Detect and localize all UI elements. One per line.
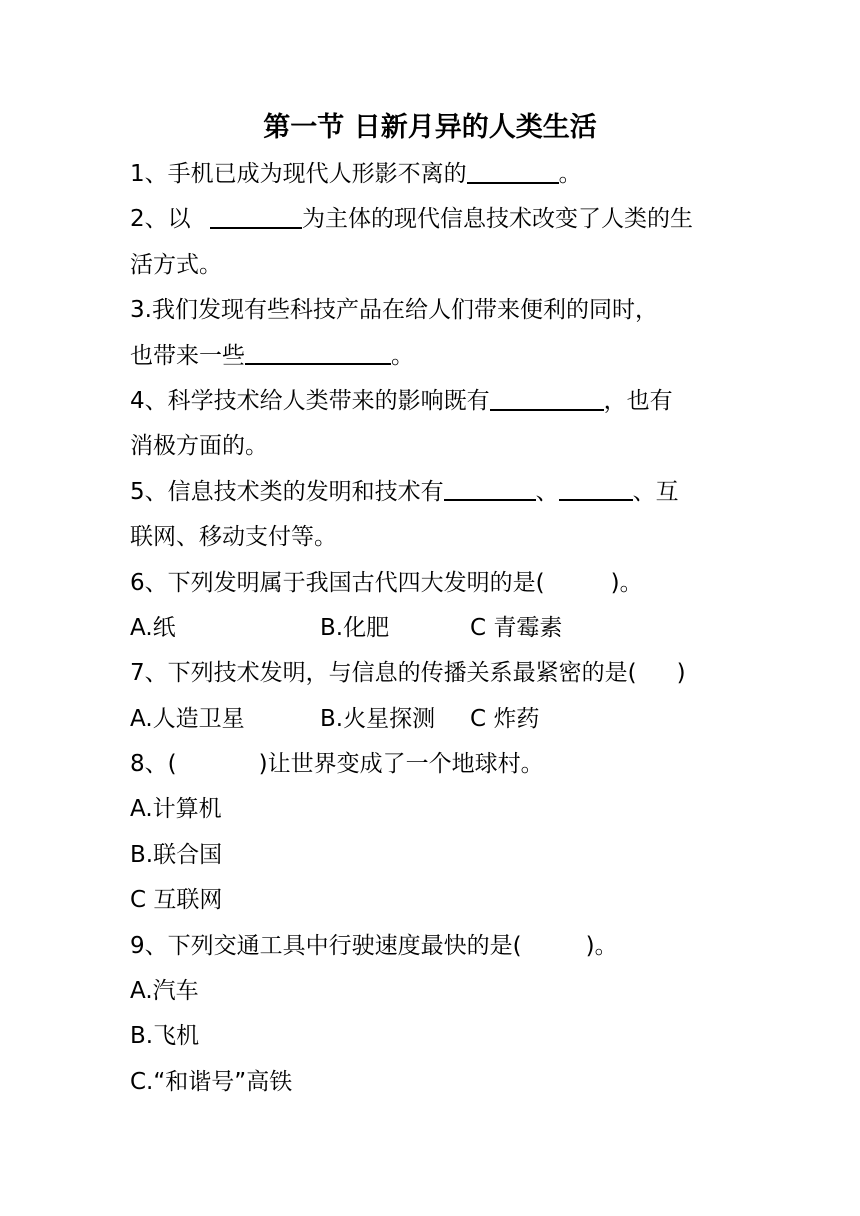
question-8 <box>130 742 740 787</box>
answer-blank[interactable] <box>444 476 536 501</box>
question-5 <box>130 470 740 515</box>
question-text: 7、下列技术发明，与信息的传播关系最紧密的是( <box>130 660 637 687</box>
page-title: 第一节 日新月异的人类生活 <box>263 112 597 143</box>
question-text: 活方式。 <box>130 251 222 278</box>
question-5-continued <box>130 515 740 560</box>
option-b[interactable]: B.联合国 <box>130 841 223 868</box>
question-text: ，也有 <box>603 387 673 414</box>
question-text: 、 <box>535 478 559 505</box>
question-text: )。 <box>585 932 618 959</box>
question-text: 9、下列交通工具中行驶速度最快的是( <box>130 932 522 959</box>
question-list <box>130 152 740 1105</box>
option-a[interactable]: A.汽车 <box>130 978 199 1005</box>
option-a[interactable]: A.人造卫星 <box>130 705 245 732</box>
question-text: 、互 <box>632 478 679 505</box>
question-3 <box>130 288 740 333</box>
option-a[interactable]: A.计算机 <box>130 796 222 823</box>
question-text: 为主体的现代信息技术改变了人类的生 <box>301 206 693 233</box>
answer-blank[interactable] <box>210 204 302 229</box>
question-3-continued <box>130 334 740 379</box>
answer-blank[interactable] <box>490 386 604 411</box>
question-text: 8、( <box>130 751 177 778</box>
question-text: 消极方面的。 <box>130 433 268 460</box>
question-text: 5、信息技术类的发明和技术有 <box>130 478 444 505</box>
option-b[interactable]: B.化肥 <box>320 614 390 641</box>
answer-blank[interactable] <box>245 340 391 365</box>
option-a[interactable]: A.纸 <box>130 614 176 641</box>
question-text: )让世界变成了一个地球村。 <box>258 751 544 778</box>
option-c[interactable]: C 炸药 <box>470 705 540 732</box>
question-4-continued <box>130 424 740 469</box>
question-9 <box>130 924 740 969</box>
question-text: 6、下列发明属于我国古代四大发明的是( <box>130 569 545 596</box>
option-b[interactable]: B.火星探测 <box>320 705 436 732</box>
answer-blank[interactable] <box>467 159 559 184</box>
option-c[interactable]: C 互联网 <box>130 887 223 914</box>
question-6 <box>130 561 740 606</box>
question-4 <box>130 379 740 424</box>
question-6-options <box>130 606 740 651</box>
question-text: 4、科学技术给人类带来的影响既有 <box>130 387 490 414</box>
question-text: ) <box>676 660 686 687</box>
question-text: 也带来一些 <box>130 342 245 369</box>
answer-blank[interactable] <box>559 476 633 501</box>
question-7-options <box>130 697 740 742</box>
question-7 <box>130 651 740 696</box>
question-text: 3.我们发现有些科技产品在给人们带来便利的同时， <box>130 297 658 324</box>
question-2 <box>130 197 740 242</box>
question-text: 1、手机已成为现代人形影不离的 <box>130 161 467 187</box>
question-text: 2、以 <box>130 206 198 233</box>
option-c[interactable]: C 青霉素 <box>470 614 563 641</box>
question-1 <box>130 152 740 197</box>
question-text: 。 <box>391 342 414 369</box>
question-text: )。 <box>610 569 643 596</box>
option-b[interactable]: B.飞机 <box>130 1023 200 1050</box>
question-text: 联网、移动支付等。 <box>130 524 337 551</box>
option-c[interactable]: C.“和谐号”高铁 <box>130 1068 293 1095</box>
question-2-continued <box>130 243 740 288</box>
question-text: 。 <box>558 161 582 187</box>
